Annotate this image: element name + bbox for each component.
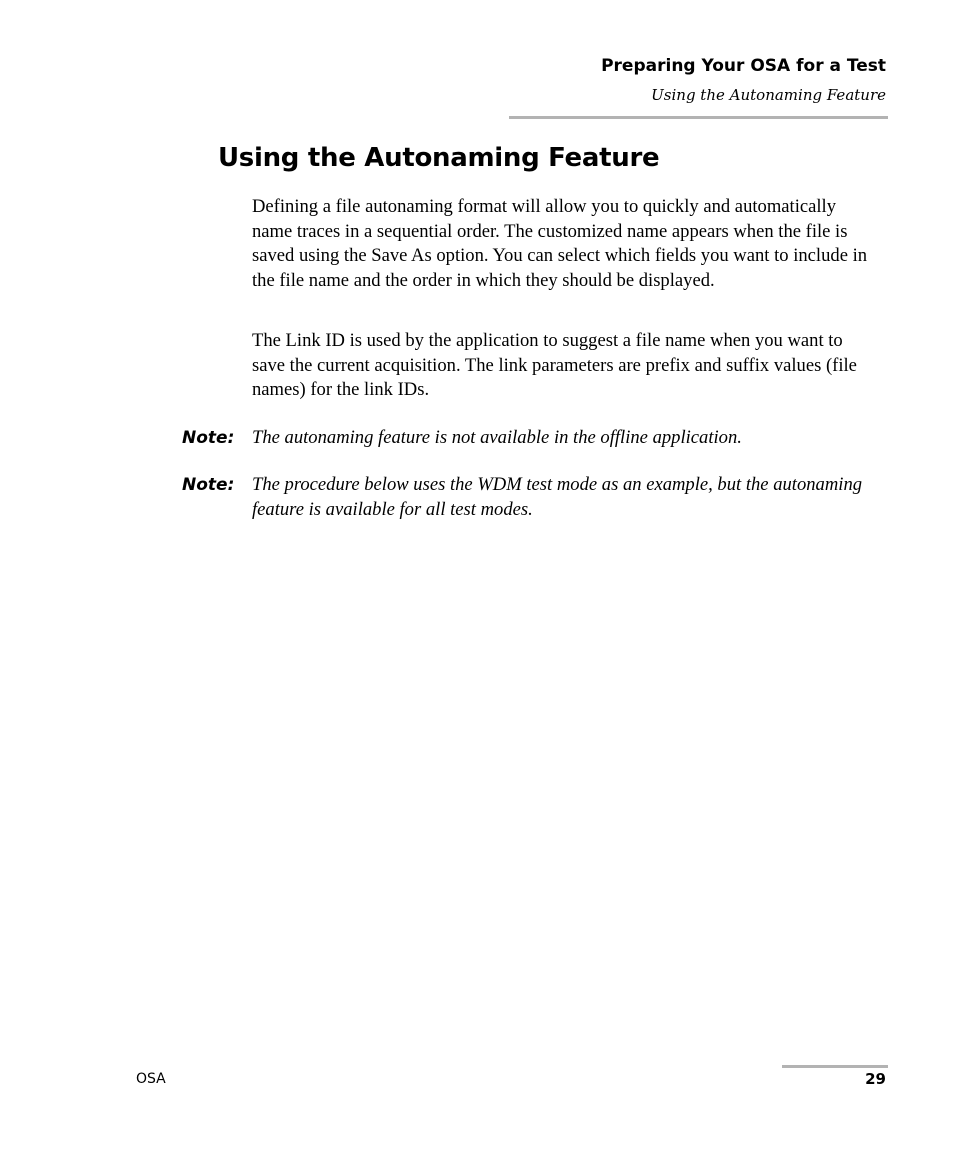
- footer-divider: [782, 1065, 888, 1068]
- note-text: The autonaming feature is not available in the offline application.: [252, 427, 742, 448]
- note-label: Note:: [182, 428, 235, 448]
- note-label: Note:: [182, 475, 235, 495]
- body-paragraph: Defining a file autonaming format will allow you to quickly and automatically name traces in a sequential order. The customized name appears when the file is saved using the Save As option. You can select which fields you want to include in the file name and the order in which they should be displayed.: [252, 196, 868, 291]
- page-number: 29: [865, 1070, 886, 1088]
- note-text: The procedure below uses the WDM test mode as an example, but the autonaming feature is available for all test modes.: [252, 474, 863, 520]
- section-title: Using the Autonaming Feature: [651, 86, 886, 104]
- body-paragraph: The Link ID is used by the application to suggest a file name when you want to save the current acquisition. The link parameters are prefix and suffix values (file names) for the link IDs.: [252, 330, 857, 400]
- chapter-title: Preparing Your OSA for a Test: [601, 56, 886, 76]
- product-name: OSA: [136, 1071, 166, 1087]
- page-title: Using the Autonaming Feature: [218, 143, 660, 173]
- header-divider: [509, 116, 888, 119]
